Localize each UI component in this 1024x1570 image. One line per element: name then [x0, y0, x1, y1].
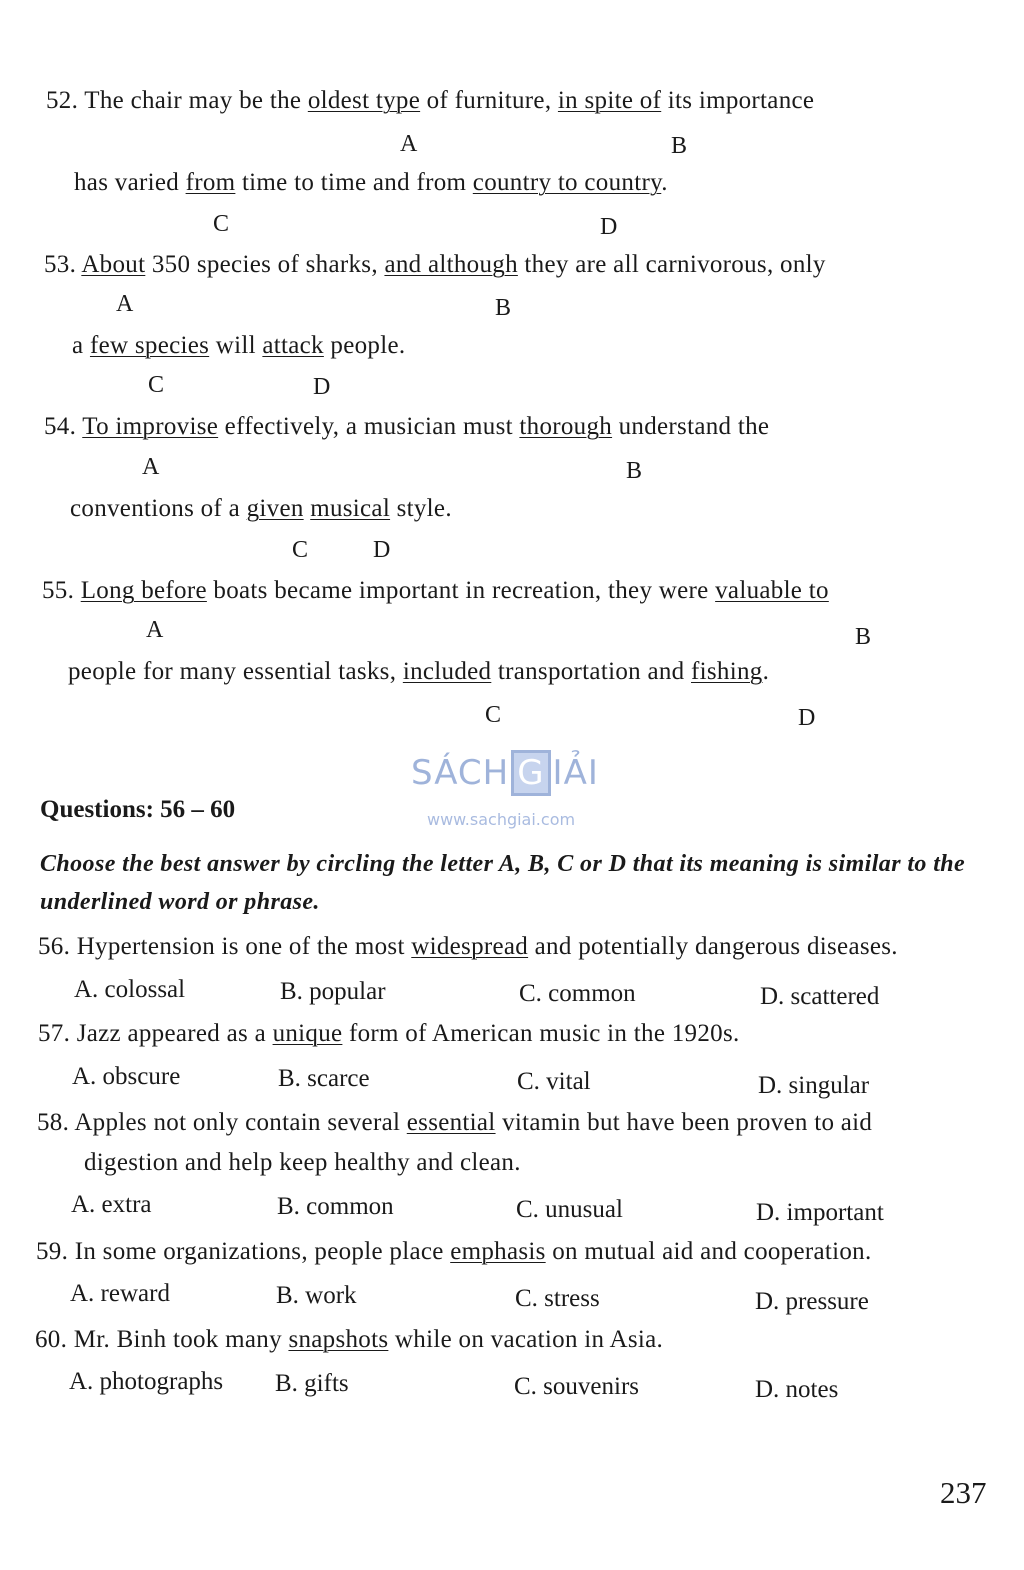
letter-b: B [671, 133, 688, 159]
watermark-logo [411, 750, 599, 796]
underlined-word: snapshots [288, 1326, 389, 1353]
option-b: B. common [277, 1193, 394, 1220]
question-54-line-1 [44, 412, 769, 442]
underlined-option-c: given [246, 495, 304, 522]
text: and potentially dangerous diseases. [528, 933, 898, 960]
underlined-option-d: fishing [691, 658, 763, 685]
text: has varied [74, 169, 186, 196]
text: 59. In some organizations, people place [36, 1238, 451, 1265]
question-55-line-2 [68, 657, 769, 687]
text: 56. Hypertension is one of the most [38, 933, 412, 960]
question-52-line-2 [74, 168, 668, 198]
question-57-line-1 [38, 1019, 740, 1049]
text: boats became important in recreation, they were [206, 577, 716, 604]
text: transportation and [491, 658, 692, 685]
option-c: C. common [519, 980, 636, 1007]
instruction: Choose the best answer by circling the letter A, B, C or D that its meaning is similar to the underlined word or phrase. [40, 851, 966, 915]
text: 53. [44, 251, 82, 278]
letter-c: C [148, 372, 165, 398]
letter-d: D [798, 705, 816, 731]
option-d: D. pressure [755, 1288, 869, 1315]
text: 52. The chair may be the [46, 87, 308, 114]
underlined-option-d: country to country [472, 169, 662, 196]
text: they are all carnivorous, only [517, 251, 826, 278]
underlined-option-b: and although [384, 251, 518, 278]
option-d: D. important [756, 1199, 884, 1226]
underlined-word: unique [272, 1020, 343, 1047]
question-56-line-1 [38, 932, 898, 962]
option-a: A. obscure [72, 1063, 181, 1090]
letter-c: C [485, 702, 502, 728]
text: a [72, 332, 90, 359]
underlined-option-a: Long before [80, 577, 207, 604]
text: vitamin but have been proven to aid [495, 1109, 873, 1136]
text: 60. Mr. Binh took many [35, 1326, 289, 1353]
question-59-line-1 [36, 1237, 872, 1267]
text: conventions of a [70, 495, 247, 522]
question-60-line-1 [35, 1325, 663, 1355]
underlined-option-c: included [402, 658, 492, 685]
underlined-option-b: thorough [519, 413, 613, 440]
underlined-option-a: About [81, 251, 146, 278]
text: effectively, a musician must [218, 413, 520, 440]
text: on mutual aid and cooperation. [545, 1238, 872, 1265]
text: understand the [612, 413, 770, 440]
watermark-text: SÁCH [411, 753, 510, 793]
page-number: 237 [940, 1475, 987, 1510]
watermark-text: IẢI [552, 753, 599, 793]
option-a: A. photographs [69, 1368, 224, 1395]
letter-a: A [400, 131, 418, 157]
text: form of American music in the 1920s. [342, 1020, 740, 1047]
text: people for many essential tasks, [68, 658, 403, 685]
text: 54. [44, 413, 83, 440]
text: people. [323, 332, 406, 359]
letter-c: C [213, 211, 230, 237]
text: 55. [42, 577, 81, 604]
text: its importance [661, 87, 815, 114]
option-d: D. scattered [760, 983, 880, 1010]
option-b: B. scarce [278, 1065, 370, 1092]
letter-c: C [292, 537, 309, 563]
letter-d: D [600, 214, 618, 240]
underlined-option-b: in spite of [557, 87, 662, 114]
underlined-option-b: valuable to [715, 577, 829, 604]
option-b: B. gifts [275, 1370, 349, 1397]
question-53-line-1 [44, 250, 826, 280]
underlined-option-c: few species [89, 332, 210, 359]
question-54-line-2 [70, 494, 452, 524]
option-a: A. extra [71, 1191, 152, 1218]
option-a: A. colossal [74, 976, 186, 1003]
option-c: C. stress [515, 1285, 600, 1312]
option-b: B. work [276, 1282, 357, 1309]
underlined-option-d: attack [262, 332, 324, 359]
watermark-boxed-letter: G [511, 750, 550, 796]
underlined-option-a: oldest type [307, 87, 421, 114]
underlined-word: essential [406, 1109, 496, 1136]
underlined-option-a: To improvise [82, 413, 219, 440]
option-c: C. souvenirs [514, 1373, 639, 1400]
option-c: C. unusual [516, 1196, 623, 1223]
underlined-option-c: from [185, 169, 236, 196]
question-58-line-2: digestion and help keep healthy and clean. [84, 1149, 521, 1176]
text: . [762, 658, 770, 685]
letter-b: B [855, 624, 872, 650]
option-b: B. popular [280, 978, 386, 1005]
text: 57. Jazz appeared as a [38, 1020, 273, 1047]
letter-b: B [495, 295, 512, 321]
text: time to time and from [235, 169, 473, 196]
watermark-url: www.sachgiai.com [427, 810, 576, 829]
text: will [209, 332, 263, 359]
text: while on vacation in Asia. [388, 1326, 664, 1353]
underlined-word: widespread [411, 933, 529, 960]
option-d: D. singular [758, 1072, 870, 1099]
option-d: D. notes [755, 1376, 839, 1403]
question-55-line-1 [42, 576, 829, 606]
option-a: A. reward [70, 1280, 170, 1307]
text: 350 species of sharks, [145, 251, 385, 278]
letter-a: A [116, 291, 134, 317]
text: . [661, 169, 668, 196]
section-heading: Questions: 56 – 60 [40, 796, 236, 823]
letter-a: A [142, 454, 160, 480]
letter-d: D [313, 374, 331, 400]
text: 58. Apples not only contain several [37, 1109, 407, 1136]
question-58-line-1 [37, 1108, 872, 1138]
letter-b: B [626, 458, 643, 484]
watermark [405, 736, 625, 836]
letter-d: D [373, 537, 391, 563]
option-c: C. vital [517, 1068, 591, 1095]
letter-a: A [146, 617, 164, 643]
question-52-line-1 [46, 86, 814, 116]
underlined-word: emphasis [450, 1238, 546, 1265]
text: style. [390, 495, 452, 522]
question-53-line-2 [72, 331, 405, 361]
text: of furniture, [420, 87, 558, 114]
underlined-option-d: musical [310, 495, 391, 522]
